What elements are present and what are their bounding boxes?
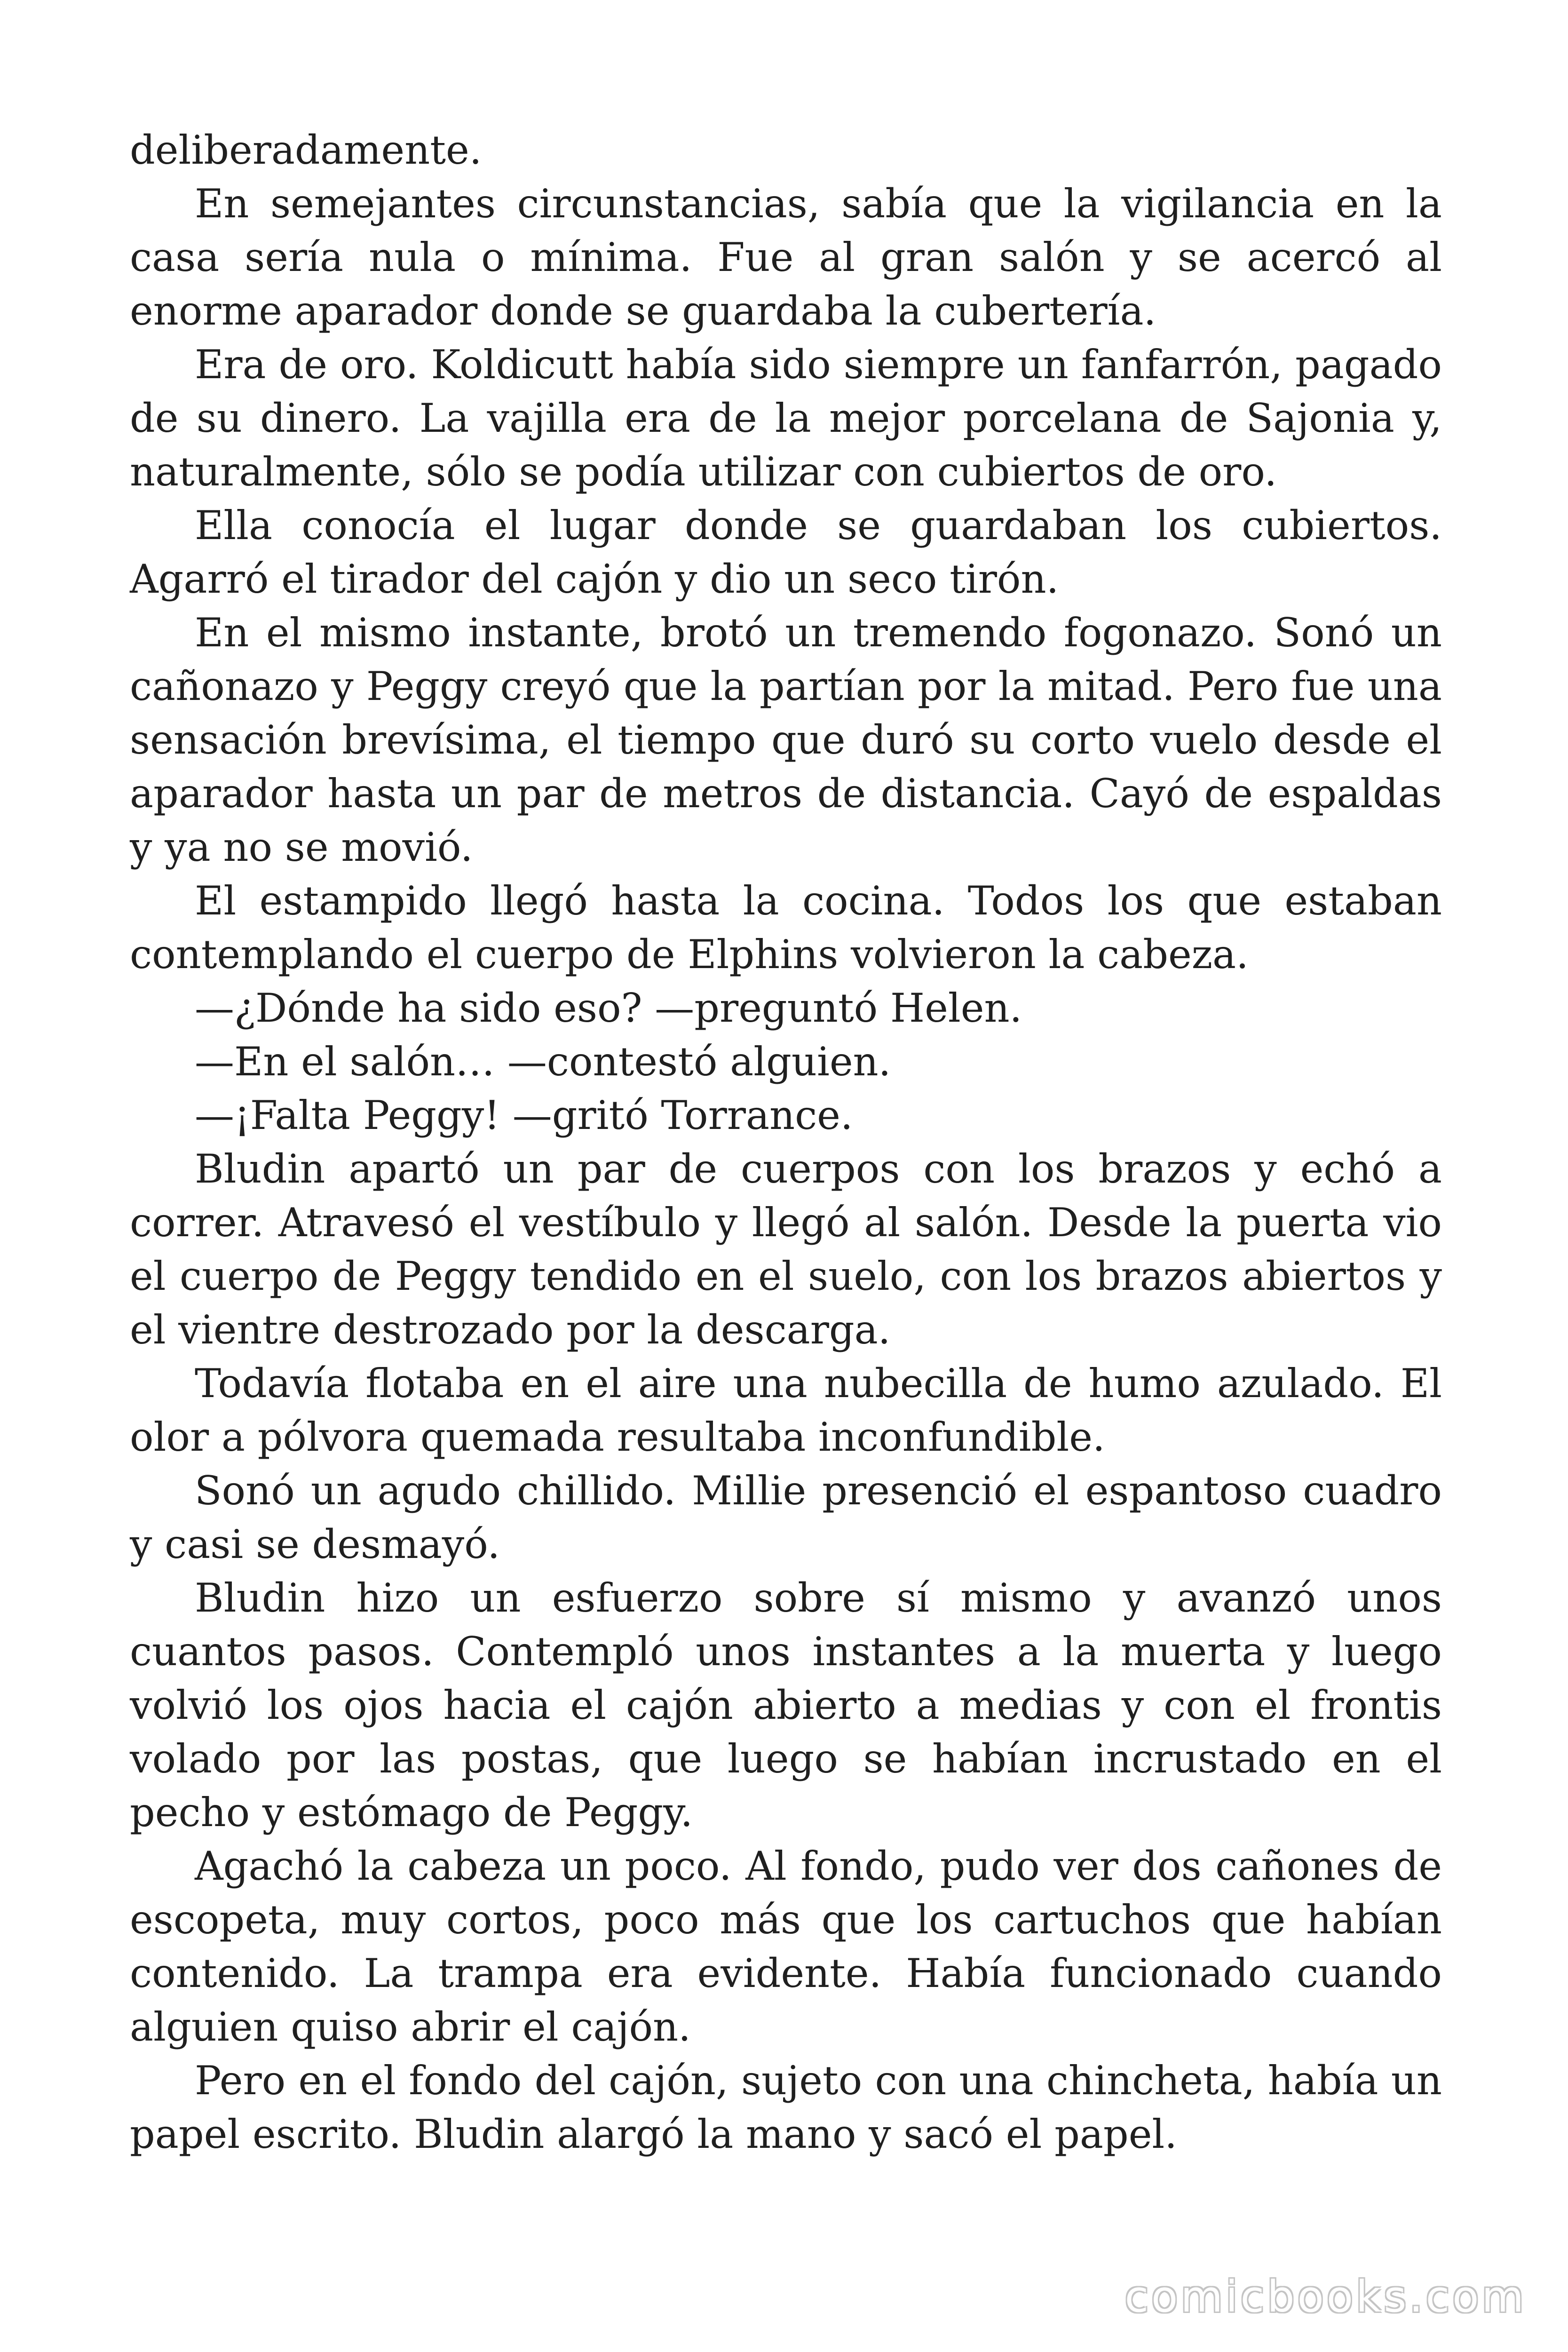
paragraph: deliberadamente.	[130, 127, 482, 173]
paragraph: Todavía flotaba en el aire una nubecilla de humo azulado. El olor a pólvora quemada resultaba inconfundible.	[130, 1360, 1442, 1460]
paragraph: Bludin apartó un par de cuerpos con los brazos y echó a correr. Atravesó el vestíbulo y llegó al salón. Desde la puerta vio el cuerpo de Peggy tendido en el suelo, con los brazos abiertos y el vientre destrozado por la descarga.	[130, 1146, 1442, 1353]
paragraph: Agachó la cabeza un poco. Al fondo, pudo ver dos cañones de escopeta, muy cortos, poco más que los cartuchos que habían contenido. La trampa era evidente. Había funcionado cuando alguien quiso abrir el cajón.	[130, 1843, 1442, 2050]
paragraph: Pero en el fondo del cajón, sujeto con una chincheta, había un papel escrito. Bludin alargó la mano y sacó el papel.	[130, 2058, 1442, 2157]
book-page-text	[130, 123, 1442, 2161]
paragraph: Era de oro. Koldicutt había sido siempre un fanfarrón, pagado de su dinero. La vajilla era de la mejor porcelana de Sajonia y, naturalmente, sólo se podía utilizar con cubiertos de oro.	[130, 342, 1442, 495]
paragraph: Sonó un agudo chillido. Millie presenció el espantoso cuadro y casi se desmayó.	[130, 1468, 1442, 1567]
dialogue-line: —¿Dónde ha sido eso? —preguntó Helen.	[195, 985, 1022, 1031]
dialogue-line: —¡Falta Peggy! —gritó Torrance.	[195, 1092, 853, 1138]
watermark-logo: comicbooks.com	[1125, 2272, 1527, 2322]
paragraph: Bludin hizo un esfuerzo sobre sí mismo y avanzó unos cuantos pasos. Contempló unos instantes a la muerta y luego volvió los ojos hacia el cajón abierto a medias y con el frontis volado por las postas, que luego se habían incrustado en el pecho y estómago de Peggy.	[130, 1575, 1442, 1836]
paragraph: Ella conocía el lugar donde se guardaban los cubiertos. Agarró el tirador del cajón y dio un seco tirón.	[130, 502, 1442, 602]
paragraph: En semejantes circunstancias, sabía que la vigilancia en la casa sería nula o mínima. Fue al gran salón y se acercó al enorme aparador donde se guardaba la cubertería.	[130, 181, 1442, 334]
paragraph: El estampido llegó hasta la cocina. Todos los que estaban contemplando el cuerpo de Elphins volvieron la cabeza.	[130, 878, 1442, 977]
paragraph: En el mismo instante, brotó un tremendo fogonazo. Sonó un cañonazo y Peggy creyó que la partían por la mitad. Pero fue una sensación brevísima, el tiempo que duró su corto vuelo desde el aparador hasta un par de metros de distancia. Cayó de espaldas y ya no se movió.	[130, 610, 1442, 870]
dialogue-line: —En el salón… —contestó alguien.	[195, 1039, 891, 1085]
